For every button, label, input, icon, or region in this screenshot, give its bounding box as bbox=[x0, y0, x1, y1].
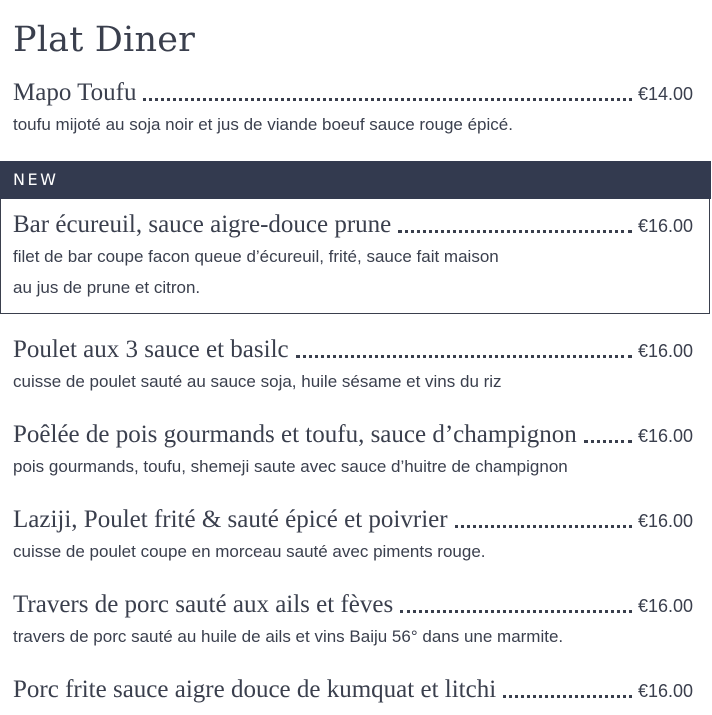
menu-item-poelee-pois bbox=[13, 418, 693, 482]
menu-item-mapo-toufu bbox=[13, 76, 693, 140]
menu-item-poulet-3-sauce bbox=[13, 333, 693, 397]
menu-item-name: Travers de porc sauté aux ails et fèves bbox=[13, 591, 394, 618]
section-title: Plat Diner bbox=[13, 20, 196, 60]
menu-item-price: €16.00 bbox=[637, 216, 693, 236]
menu-item-price: €16.00 bbox=[637, 681, 693, 701]
menu-item-header bbox=[13, 333, 693, 367]
menu-item-header bbox=[13, 76, 693, 110]
menu-item-header bbox=[13, 418, 693, 452]
menu-item-bar-ecureuil bbox=[13, 208, 693, 303]
menu-item-name: Poêlée de pois gourmands et toufu, sauce d’champignon bbox=[13, 421, 577, 448]
dotted-leader bbox=[455, 525, 632, 528]
dotted-leader bbox=[400, 610, 632, 613]
menu-item-price: €16.00 bbox=[637, 426, 693, 446]
menu-item-description: cuisse de poulet coupe en morceau sauté avec piments rouge. bbox=[13, 542, 486, 561]
menu-item-description-line: au jus de prune et citron. bbox=[13, 278, 201, 297]
menu-item-name: Mapo Toufu bbox=[13, 79, 137, 106]
menu-item-name: Laziji, Poulet frité & sauté épicé et poivrier bbox=[13, 506, 448, 533]
menu-item-price: €16.00 bbox=[637, 596, 693, 616]
menu-item-price: €14.00 bbox=[637, 84, 693, 104]
menu-item-price: €16.00 bbox=[637, 341, 693, 361]
menu-item-laziji bbox=[13, 503, 693, 567]
menu-item-name: Poulet aux 3 sauce et basilc bbox=[13, 336, 289, 363]
menu-item-description: cuisse de poulet sauté au sauce soja, huile sésame et vins du riz bbox=[13, 372, 502, 391]
menu-item-description-line: filet de bar coupe facon queue d’écureuil, frité, sauce fait maison bbox=[13, 247, 499, 266]
new-banner bbox=[0, 161, 711, 199]
dotted-leader bbox=[398, 230, 632, 233]
menu-item-description: toufu mijoté au soja noir et jus de viande boeuf sauce rouge épicé. bbox=[13, 115, 513, 134]
menu-item-description: travers de porc sauté au huile de ails et vins Baiju 56° dans une marmite. bbox=[13, 627, 564, 646]
menu-item-travers-porc bbox=[13, 588, 693, 652]
menu-item-header bbox=[13, 503, 693, 537]
menu-item-header bbox=[13, 208, 693, 242]
dotted-leader bbox=[296, 355, 632, 358]
dotted-leader bbox=[503, 695, 632, 698]
menu-item-porc-frite bbox=[13, 673, 693, 707]
menu-item-header bbox=[13, 673, 693, 707]
dotted-leader bbox=[584, 440, 632, 443]
menu-item-header bbox=[13, 588, 693, 622]
menu-item-name: Porc frite sauce aigre douce de kumquat et litchi bbox=[13, 676, 497, 703]
menu-item-name: Bar écureuil, sauce aigre-douce prune bbox=[13, 211, 392, 238]
menu-item-description: pois gourmands, toufu, shemeji saute avec sauce d’huitre de champignon bbox=[13, 457, 568, 476]
new-badge: NEW bbox=[13, 170, 59, 189]
dotted-leader bbox=[143, 98, 631, 101]
menu-item-price: €16.00 bbox=[637, 511, 693, 531]
